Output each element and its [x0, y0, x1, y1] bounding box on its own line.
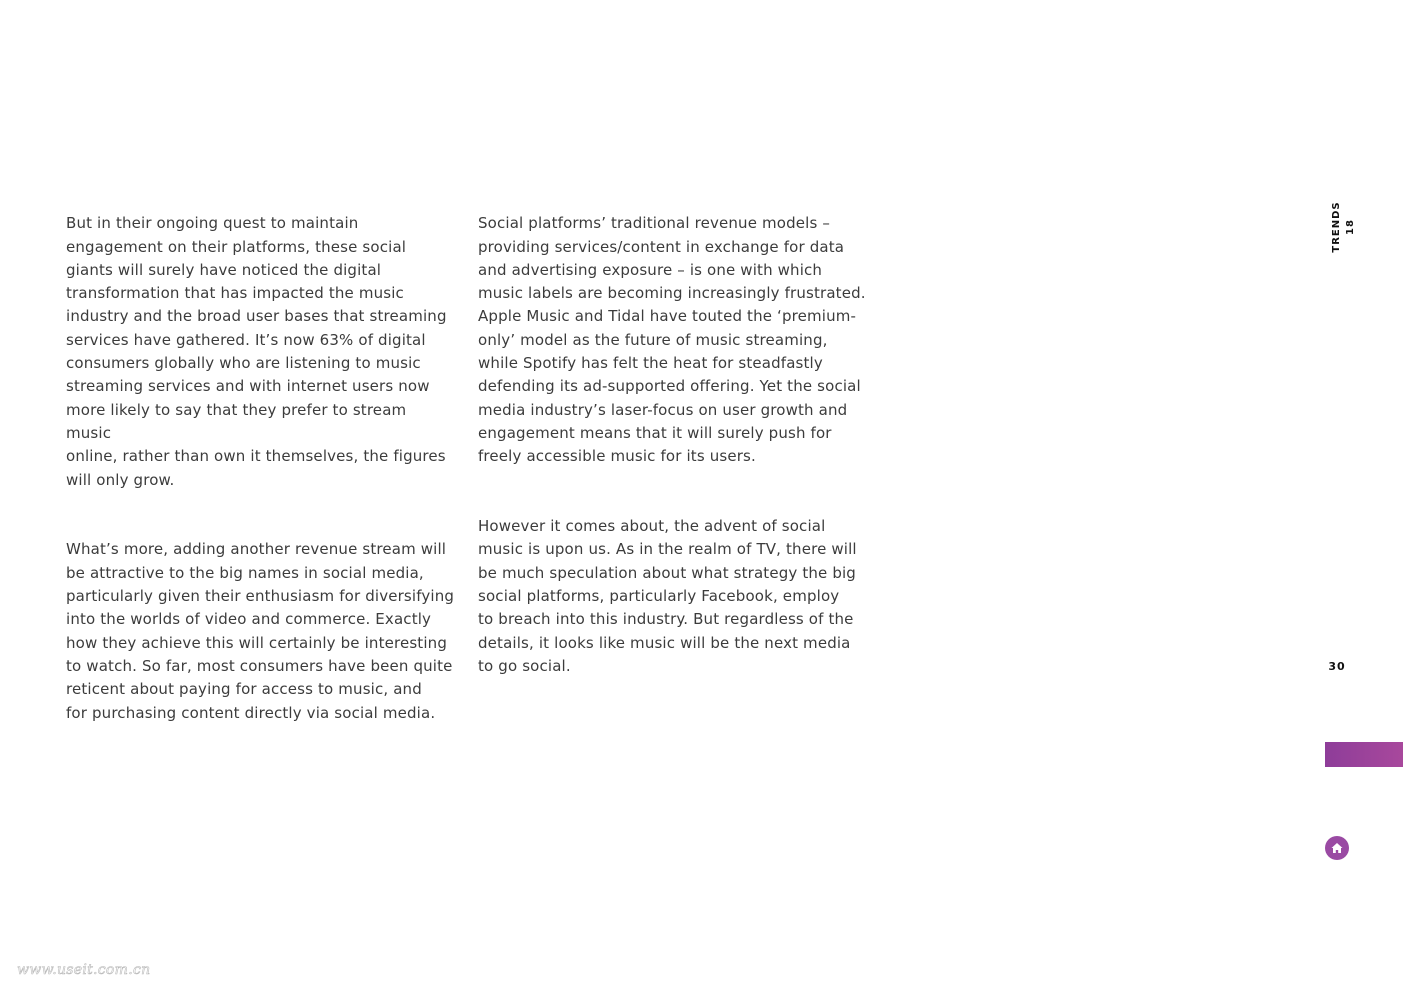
text-column-left — [66, 189, 456, 771]
home-button[interactable] — [1325, 836, 1349, 860]
paragraph-right-2: However it comes about, the advent of social music is upon us. As in the realm of TV, there will be much speculation about what strategy the big social platforms, particularly Facebook, employ to breach into this industry. But regardless of the details, it looks like music will be the next media to go social. — [478, 517, 857, 675]
page-number: 30 — [1328, 660, 1346, 673]
paragraph-left-1: But in their ongoing quest to maintain engagement on their platforms, these social giants will surely have noticed the digital transformation that has impacted the music industry and the broad user bases that streaming services have gathered. It’s now 63% of digital consumers globally who are listening to music streaming services and with internet users now more likely to say that they prefer to stream music online, rather than own it themselves, the figures will only grow. — [66, 214, 447, 489]
section-label: TRENDS 18 — [1331, 201, 1356, 253]
paragraph-left-2: What’s more, adding another revenue stream will be attractive to the big names in social media, particularly given their enthusiasm for diversifying into the worlds of video and commerce. Exactly how they achieve this will certainly be interesting to watch. So far, most consumers have been quite reticent about paying for access to music, and for purchasing content directly via social media. — [66, 540, 455, 722]
paragraph-right-1: Social platforms’ traditional revenue models – providing services/content in exchange for data and advertising exposure – is one with which music labels are becoming increasingly frustrated. Apple Music and Tidal have touted the ‘premium- only’ model as the future of music streaming, while Spotify has felt the heat for steadfastly defending its ad-supported offering. Yet the social media industry’s laser-focus on user growth and engagement means that it will surely push for freely accessible music for its users. — [478, 214, 866, 466]
home-icon — [1330, 841, 1344, 855]
watermark: www.useit.com.cn — [17, 962, 151, 978]
text-column-right — [478, 189, 873, 725]
accent-bar — [1325, 742, 1403, 767]
